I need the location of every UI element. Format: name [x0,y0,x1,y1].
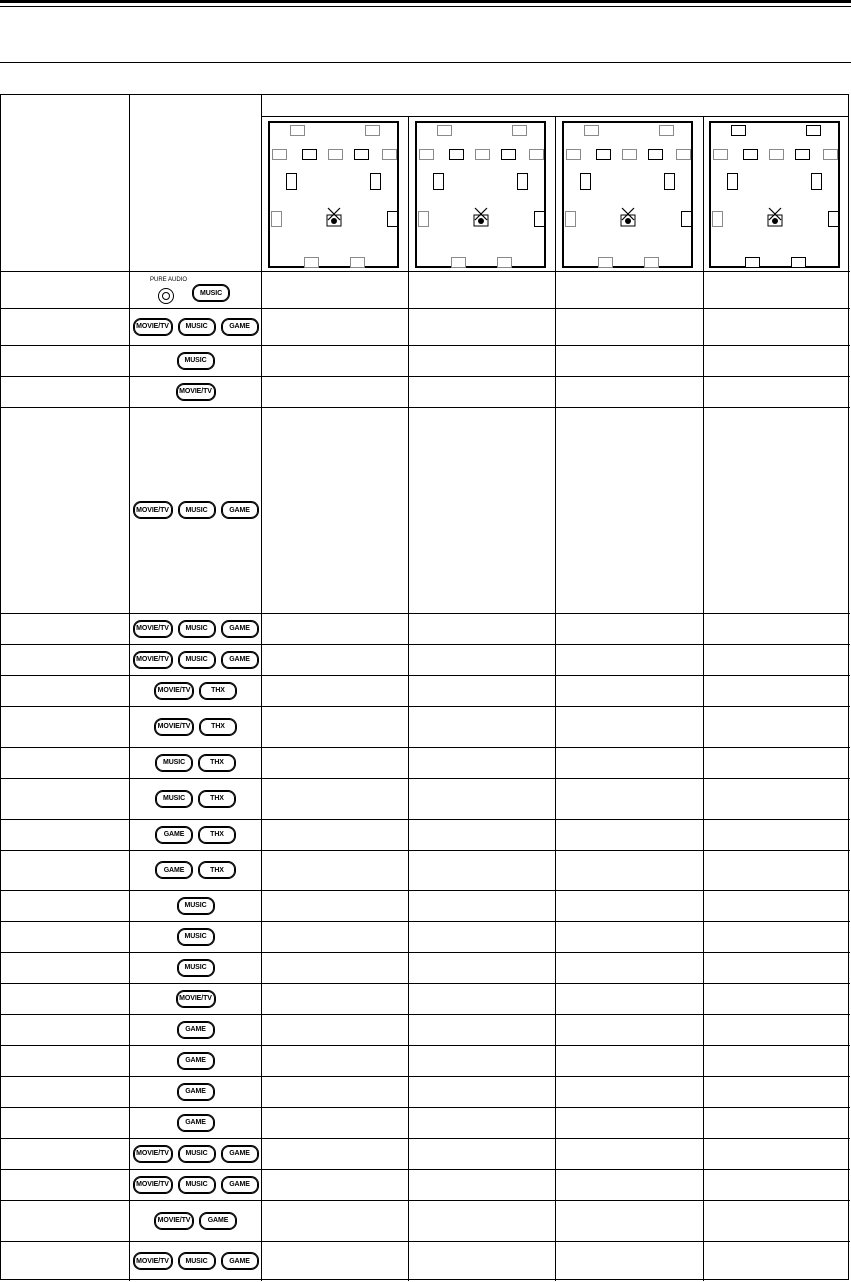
movie-tv-button[interactable]: MOVIE/TV [177,991,215,1007]
movie-tv-button[interactable]: MOVIE/TV [155,719,193,735]
mode-button-group [130,675,261,706]
mode-button-group [130,952,261,983]
listening-mode-table [0,94,849,1280]
movie-tv-button[interactable]: MOVIE/TV [134,502,172,518]
movie-tv-button[interactable]: MOVIE/TV [155,683,193,699]
row-divider [1,819,850,820]
mode-button-group [130,1200,261,1241]
game-button[interactable]: GAME [222,502,258,518]
mode-button-group [130,376,261,407]
speaker-icon [517,173,528,190]
game-button[interactable]: GAME [222,621,258,637]
mode-button-group [130,1045,261,1076]
speaker-icon [565,211,576,227]
header-subrule [261,116,849,117]
listener-icon [325,205,343,227]
movie-tv-button[interactable]: MOVIE/TV [134,1253,172,1269]
mode-button-group [130,778,261,819]
speaker-icon [382,149,397,160]
speaker-icon [501,149,516,160]
music-button[interactable]: MUSIC [179,319,215,335]
header-rule-thick [0,0,851,3]
speaker-icon [304,257,319,268]
speaker-icon [433,173,444,190]
thx-button[interactable]: THX [200,719,236,735]
mode-button-group [130,850,261,890]
speaker-icon [806,125,821,136]
movie-tv-button[interactable]: MOVIE/TV [134,1146,172,1162]
speaker-icon [828,211,839,227]
speaker-icon [418,211,429,227]
music-button[interactable]: MUSIC [178,353,214,369]
thx-button[interactable]: THX [199,862,235,878]
speaker-icon [584,125,599,136]
speaker-icon [743,149,758,160]
speaker-icon [745,257,760,268]
movie-tv-button[interactable]: MOVIE/TV [134,319,172,335]
speaker-icon [712,211,723,227]
mode-button-group [130,706,261,747]
speaker-icon [271,211,282,227]
speaker-icon [534,211,545,227]
row-divider [1,675,850,676]
game-button[interactable]: GAME [222,652,258,668]
music-button[interactable]: MUSIC [179,1146,215,1162]
speaker-layout-diagram [415,121,546,268]
row-divider [1,778,850,779]
row-divider [1,407,850,408]
music-button[interactable]: MUSIC [179,652,215,668]
speaker-icon [681,211,692,227]
speaker-icon [566,149,581,160]
speaker-icon [811,173,822,190]
speaker-icon [437,125,452,136]
mode-button-group [130,747,261,778]
mode-button-group [130,890,261,921]
row-divider [1,1138,850,1139]
music-button[interactable]: MUSIC [193,285,229,301]
game-button[interactable]: GAME [156,862,192,878]
speaker-icon [286,173,297,190]
speaker-icon [580,173,591,190]
pure-audio-knob-icon[interactable] [158,288,174,304]
music-button[interactable]: MUSIC [178,898,214,914]
row-divider [1,890,850,891]
speaker-icon [648,149,663,160]
speaker-icon [350,257,365,268]
game-button[interactable]: GAME [178,1022,214,1038]
movie-tv-button[interactable]: MOVIE/TV [134,652,172,668]
row-divider [1,271,850,272]
mode-button-group [130,644,261,675]
speaker-icon [622,149,637,160]
speaker-icon [676,149,691,160]
mode-button-group [130,1138,261,1169]
movie-tv-button[interactable]: MOVIE/TV [134,621,172,637]
speaker-icon [370,173,381,190]
music-button[interactable]: MUSIC [178,960,214,976]
row-divider [1,952,850,953]
speaker-icon [727,173,738,190]
row-divider [1,1045,850,1046]
mode-button-group [130,921,261,952]
mode-button-group [130,345,261,376]
music-button[interactable]: MUSIC [156,755,192,771]
speaker-icon [791,257,806,268]
speaker-icon [512,125,527,136]
speaker-icon [644,257,659,268]
game-button[interactable]: GAME [178,1115,214,1131]
row-divider [1,1014,850,1015]
speaker-icon [475,149,490,160]
movie-tv-button[interactable]: MOVIE/TV [134,1177,172,1193]
movie-tv-button[interactable]: MOVIE/TV [155,1213,193,1229]
mode-button-group [130,1107,261,1138]
game-button[interactable]: GAME [178,1084,214,1100]
speaker-icon [596,149,611,160]
speaker-icon [529,149,544,160]
speaker-icon [731,125,746,136]
speaker-icon [365,125,380,136]
listener-icon [472,205,490,227]
row-divider [1,1169,850,1170]
speaker-icon [769,149,784,160]
row-divider [1,644,850,645]
row-divider [1,376,850,377]
speaker-layout-diagram [709,121,840,268]
speaker-icon [419,149,434,160]
row-divider [1,706,850,707]
row-divider [1,983,850,984]
speaker-icon [664,173,675,190]
game-button[interactable]: GAME [222,319,258,335]
row-divider [1,345,850,346]
row-divider [1,850,850,851]
mode-button-group [130,1241,261,1281]
game-button[interactable]: GAME [178,1053,214,1069]
row-divider [1,308,850,309]
speaker-icon [795,149,810,160]
thx-button[interactable]: THX [199,755,235,771]
mode-button-group [130,407,261,613]
movie-tv-button[interactable]: MOVIE/TV [177,384,215,400]
speaker-icon [451,257,466,268]
thx-button[interactable]: THX [200,683,236,699]
thx-button[interactable]: THX [199,791,235,807]
game-button[interactable]: GAME [222,1253,258,1269]
speaker-layout-diagram [268,121,399,268]
mode-button-group [130,1014,261,1045]
section-rule [0,62,851,63]
mode-button-group [130,1169,261,1200]
mode-button-group [130,308,261,345]
mode-button-group [130,613,261,644]
speaker-layout-diagram [562,121,693,268]
mode-button-group [130,1076,261,1107]
listener-icon [766,205,784,227]
music-button[interactable]: MUSIC [178,929,214,945]
speaker-icon [497,257,512,268]
header-rule-thin [0,6,851,7]
row-divider [1,1107,850,1108]
mode-button-group [130,983,261,1014]
speaker-icon [823,149,838,160]
music-button[interactable]: MUSIC [179,502,215,518]
row-divider [1,747,850,748]
speaker-icon [354,149,369,160]
row-divider [1,613,850,614]
mode-button-group [130,819,261,850]
row-divider [1,1200,850,1201]
pure-audio-label: PURE AUDIO [150,277,188,283]
row-divider [1,1241,850,1242]
music-button[interactable]: MUSIC [156,791,192,807]
speaker-icon [659,125,674,136]
game-button[interactable]: GAME [222,1177,258,1193]
music-button[interactable]: MUSIC [179,621,215,637]
speaker-icon [290,125,305,136]
pure-audio-control [130,277,250,307]
game-button[interactable]: GAME [156,827,192,843]
speaker-icon [302,149,317,160]
game-button[interactable]: GAME [222,1146,258,1162]
speaker-icon [272,149,287,160]
music-button[interactable]: MUSIC [179,1177,215,1193]
speaker-icon [387,211,398,227]
speaker-icon [598,257,613,268]
speaker-icon [328,149,343,160]
listener-icon [619,205,637,227]
music-button[interactable]: MUSIC [179,1253,215,1269]
game-button[interactable]: GAME [200,1213,236,1229]
column-divider [261,95,262,1281]
speaker-icon [713,149,728,160]
thx-button[interactable]: THX [199,827,235,843]
row-divider [1,1076,850,1077]
speaker-icon [449,149,464,160]
row-divider [1,921,850,922]
